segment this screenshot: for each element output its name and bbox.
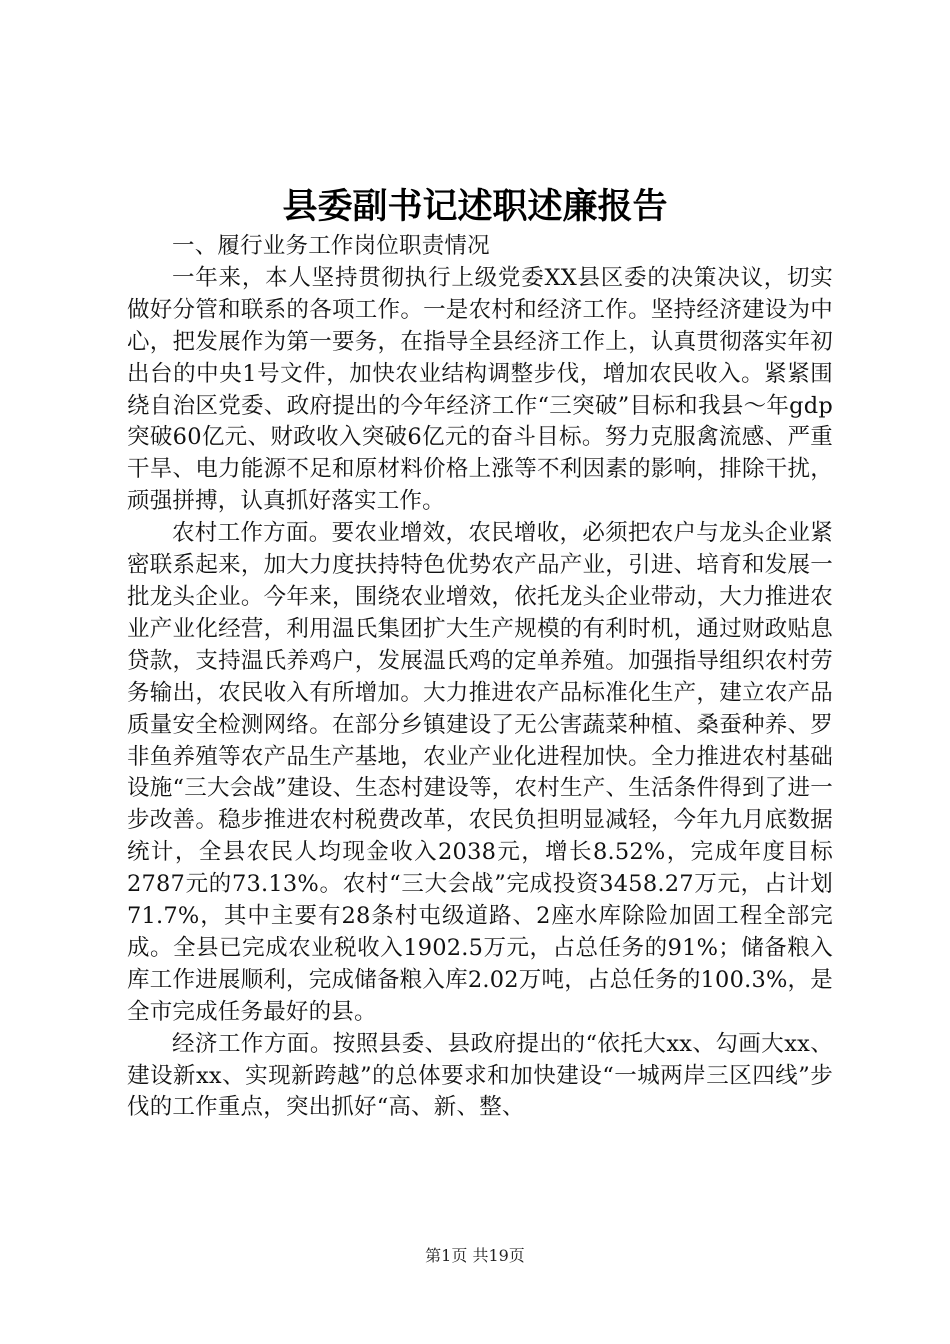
paragraph-1: 一年来，本人坚持贯彻执行上级党委XX县区委的决策决议，切实做好分管和联系的各项工作。一是农村和经济工作。坚持经济建设为中心，把发展作为第一要务，在指导全县经济工作上，认真贯彻落实年初出台的中央1号文件，加快农业结构调整步伐，增加农民收入。紧紧围绕自治区党委、政府提出的今年经济工作“三突破”目标和我县～年gdp突破60亿元、财政收入突破6亿元的奋斗目标。努力克服禽流感、严重干旱、电力能源不足和原材料价格上涨等不利因素的影响，排除干扰，顽强拼搏，认真抓好落实工作。 [127,264,833,515]
document-title: 县委副书记述职述廉报告 [282,186,668,227]
page-footer: 第1页 共19页 [425,1246,525,1265]
document-body [127,231,833,1124]
section-heading: 一、履行业务工作岗位职责情况 [172,233,490,259]
paragraph-3: 经济工作方面。按照县委、县政府提出的“依托大xx、勾画大xx、建设新xx、实现新跨越”的总体要求和加快建设“一城两岸三区四线”步伐的工作重点，突出抓好“高、新、整、 [127,1030,833,1121]
paragraph-2: 农村工作方面。要农业增效，农民增收，必须把农户与龙头企业紧密联系起来，加大力度扶持特色优势农产品产业，引进、培育和发展一批龙头企业。今年来，围绕农业增效，依托龙头企业带动，大力推进农业产业化经营，利用温氏集团扩大生产规模的有利时机，通过财政贴息贷款，支持温氏养鸡户，发展温氏鸡的定单养殖。加强指导组织农村劳务输出，农民收入有所增加。大力推进农产品标准化生产，建立农产品质量安全检测网络。在部分乡镇建设了无公害蔬菜种植、桑蚕种养、罗非鱼养殖等农产品生产基地，农业产业化进程加快。全力推进农村基础设施“三大会战”建设、生态村建设等，农村生产、生活条件得到了进一步改善。稳步推进农村税费改革，农民负担明显减轻，今年九月底数据统计，全县农民人均现金收入2038元，增长8.52%，完成年度目标2787元的73.13%。农村“三大会战”完成投资3458.27万元，占计划71.7%，其中主要有28条村屯级道路、2座水库除险加固工程全部完成。全县已完成农业税收入1902.5万元，占总任务的91%；储备粮入库工作进展顺利，完成储备粮入库2.02万吨，占总任务的100.3%，是全市完成任务最好的县。 [127,520,833,1025]
